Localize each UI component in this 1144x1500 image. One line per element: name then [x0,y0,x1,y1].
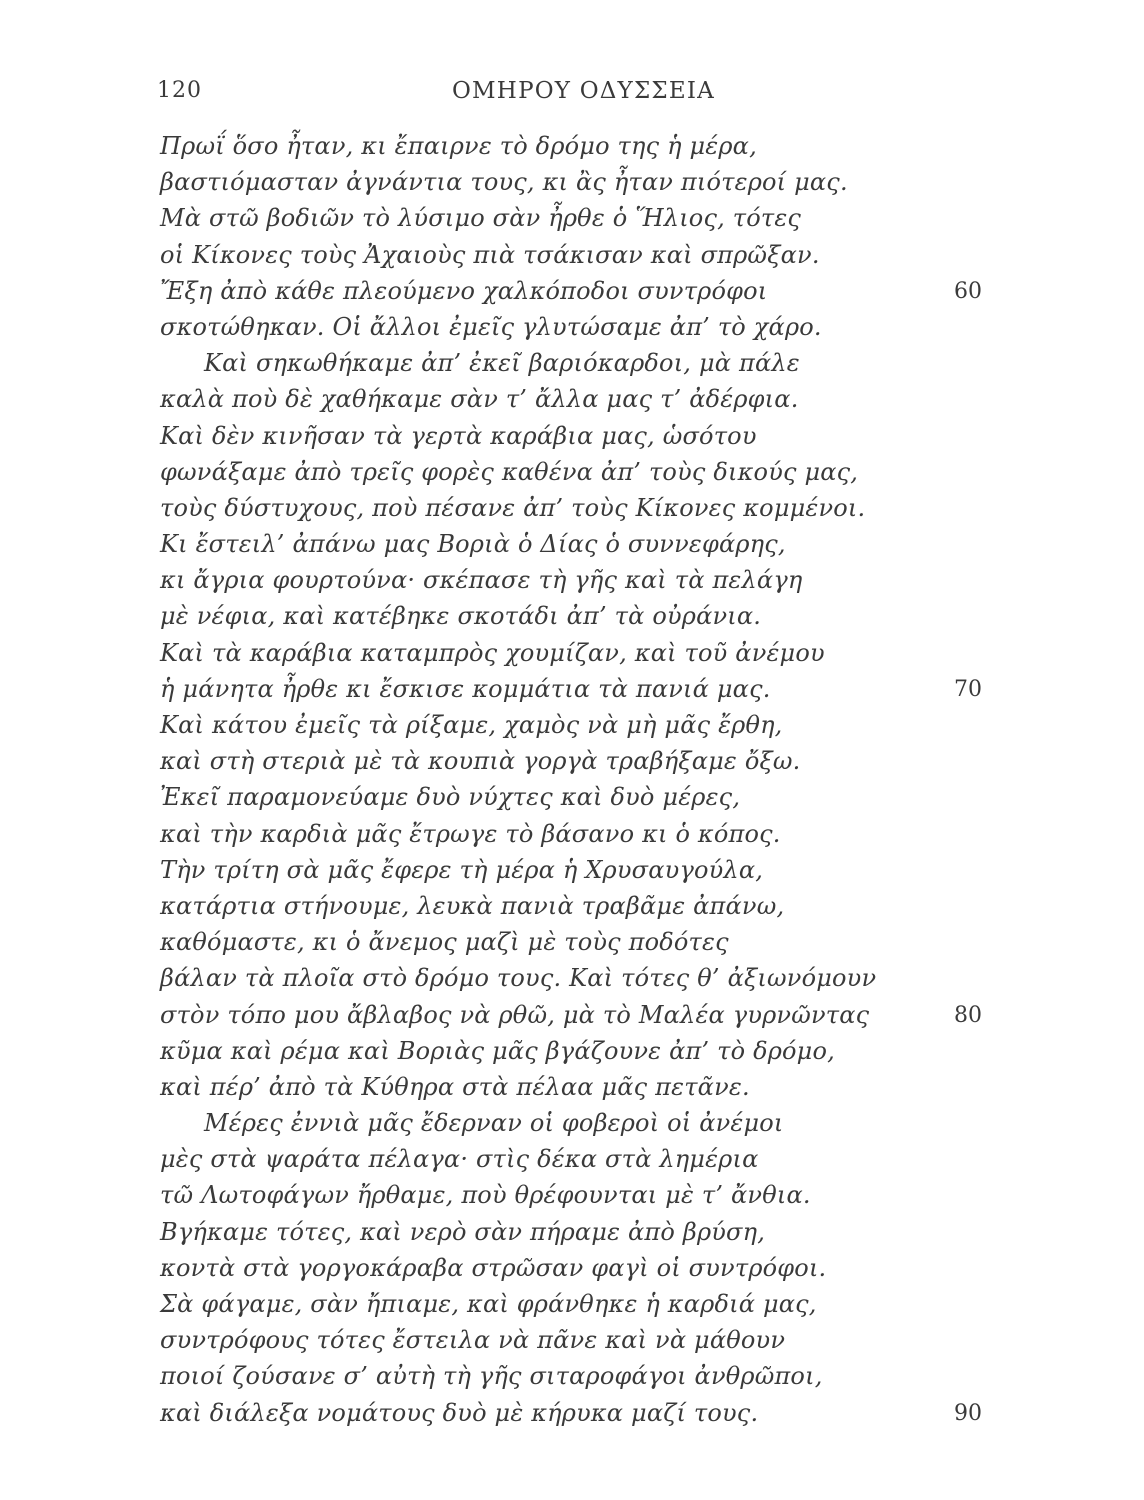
verse-line-number: 70 [954,677,982,702]
verse-line: συντρόφους τότες ἔστειλα νὰ πᾶνε καὶ νὰ μάθουν [160,1326,786,1355]
verse-line-number: 80 [954,1002,982,1028]
verse-line: βάλαν τὰ πλοῖα στὸ δρόμο τους. Καὶ τότες θ’ ἀξιωνόμουν [160,964,877,993]
verse-line: σκοτώθηκαν. Οἱ ἄλλοι ἐμεῖς γλυτώσαμε ἀπ’ τὸ χάρο. [160,312,822,341]
verse-line: Καὶ δὲν κινῆσαν τὰ γερτὰ καράβια μας, ὡσότου [160,421,757,450]
verse-line: βαστιόμασταν ἀγνάντια τους, κι ἂς ἦταν πιότεροί μας. [160,168,848,197]
verse-line: Τὴν τρίτη σὰ μᾶς ἔφερε τὴ μέρα ἡ Χρυσαυγούλα, [160,855,764,884]
verse-line: Βγήκαμε τότες, καὶ νερὸ σὰν πήραμε ἀπὸ βρύση, [160,1217,766,1246]
verse-line: μὲς στὰ ψαράτα πέλαγα· στὶς δέκα στὰ λημέρια [160,1145,759,1174]
verse-line: Καὶ κάτου ἐμεῖς τὰ ρίξαμε, χαμὸς νὰ μὴ μᾶς ἔρθη, [160,711,783,739]
verse-line: καλὰ ποὺ δὲ χαθήκαμε σὰν τ’ ἄλλα μας τ’ ἀδέρφια. [160,385,799,414]
verse-line: Ἔξη ἀπὸ κάθε πλεούμενο χαλκόποδοι συντρόφοι [160,276,768,305]
verse-line: Ἐκεῖ παραμονεύαμε δυὸ νύχτες καὶ δυὸ μέρες, [160,783,741,812]
verse-line: Κι ἔστειλ’ ἀπάνω μας Βοριὰ ὁ Δίας ὁ συννεφάρης, [160,530,786,559]
verse-block [160,128,920,1431]
verse-line: κι ἄγρια φουρτούνα· σκέπασε τὴ γῆς καὶ τὰ πελάγη [160,566,803,595]
verse-line: ποιοί ζούσανε σ’ αὐτὴ τὴ γῆς σιταροφάγοι ἀνθρῶποι, [160,1362,823,1391]
verse-line: Μέρες ἐννιὰ μᾶς ἔδερναν οἱ φοβεροὶ οἱ ἀνέμοι [204,1109,784,1138]
verse-line: μὲ νέφια, καὶ κατέβηκε σκοτάδι ἀπ’ τὰ οὐράνια. [160,602,762,631]
verse-line: στὸν τόπο μου ἄβλαβος νὰ ρθῶ, μὰ τὸ Μαλέα γυρνῶντας [160,1000,870,1029]
verse-line: Μὰ στῶ βοδιῶν τὸ λύσιμο σὰν ἦρθε ὁ Ἥλιος, τότες [160,204,802,233]
verse-line: κατάρτια στήνουμε, λευκὰ πανιὰ τραβᾶμε ἀπάνω, [160,891,785,920]
verse-line: κῦμα καὶ ρέμα καὶ Βοριὰς μᾶς βγάζουνε ἀπ’ τὸ δρόμο, [160,1036,835,1065]
verse-line-number: 60 [954,278,982,304]
verse-line: καθόμαστε, κι ὁ ἄνεμος μαζὶ μὲ τοὺς ποδότες [160,928,729,957]
verse-line: καὶ διάλεξα νομάτους δυὸ μὲ κήρυκα μαζί τους. [160,1398,759,1427]
verse-line: καὶ τὴν καρδιὰ μᾶς ἔτρωγε τὸ βάσανο κι ὁ κόπος. [160,819,781,848]
verse-line-number: 90 [954,1401,982,1426]
verse-line: καὶ πέρ’ ἀπὸ τὰ Κύθηρα στὰ πέλαα μᾶς πετᾶνε. [160,1072,750,1101]
verse-line: Πρωΐ ὅσο ἦταν, κι ἔπαιρνε τὸ δρόμο της ἡ μέρα, [160,132,757,160]
page-number: 120 [157,78,202,103]
verse-line: ἡ μάνητα ἦρθε κι ἔσκισε κομμάτια τὰ πανιά μας. [160,674,771,703]
verse-line: οἱ Κίκονες τοὺς Ἀχαιοὺς πιὰ τσάκισαν καὶ σπρῶξαν. [160,240,820,269]
verse-line: τοὺς δύστυχους, ποὺ πέσανε ἀπ’ τοὺς Κίκονες κομμένοι. [160,493,866,522]
verse-line: Σὰ φάγαμε, σὰν ἤπιαμε, καὶ φράνθηκε ἡ καρδιά μας, [160,1290,817,1318]
verse-line: Καὶ τὰ καράβια καταμπρὸς χουμίζαν, καὶ τοῦ ἀνέμου [160,638,825,667]
verse-line: καὶ στὴ στεριὰ μὲ τὰ κουπιὰ γοργὰ τραβήξαμε ὄξω. [160,747,801,776]
verse-line: τῶ Λωτοφάγων ἤρθαμε, ποὺ θρέφουνται μὲ τ’ ἄνθια. [160,1181,811,1210]
verse-line: φωνάξαμε ἀπὸ τρεῖς φορὲς καθένα ἀπ’ τοὺς δικούς μας, [160,457,859,486]
running-title: ΟΜΗΡΟΥ ΟΔΥΣΣΕΙΑ [452,78,715,104]
verse-line: Καὶ σηκωθήκαμε ἀπ’ ἐκεῖ βαριόκαρδοι, μὰ πάλε [204,349,800,378]
verse-line: κοντὰ στὰ γοργοκάραβα στρῶσαν φαγὶ οἱ συντρόφοι. [160,1253,827,1282]
